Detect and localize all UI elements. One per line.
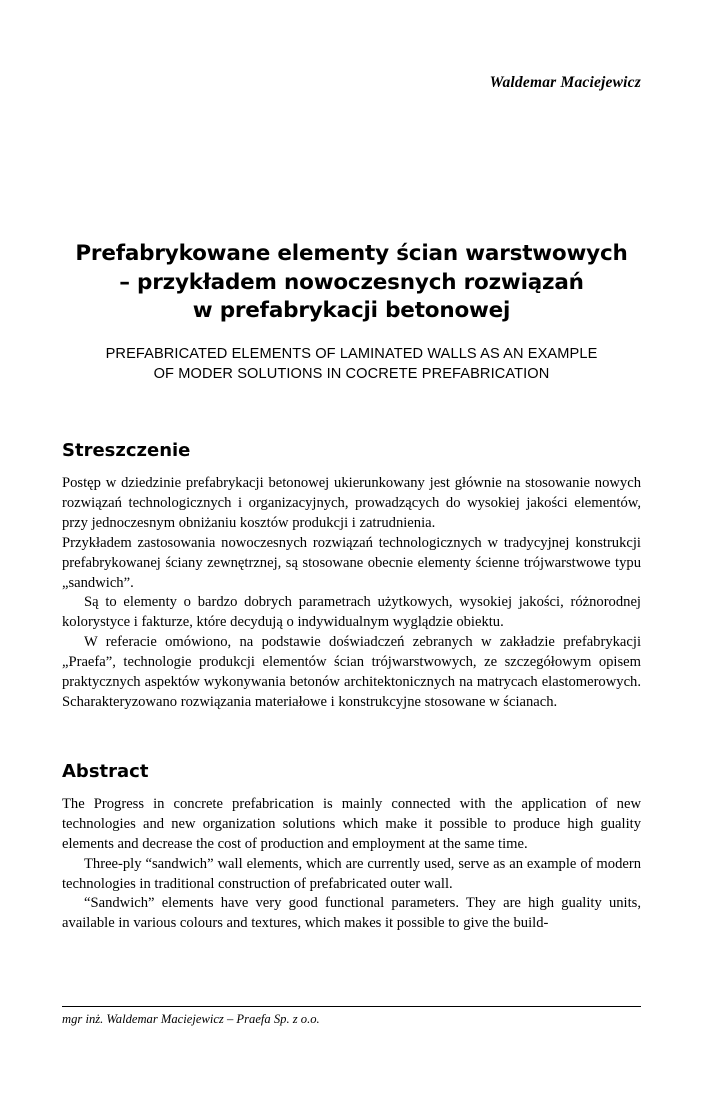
subtitle-line-1: PREFABRICATED ELEMENTS OF LAMINATED WALLS AS AN EXAMPLE <box>105 345 598 362</box>
streszczenie-paragraph-2: Przykładem zastosowania nowoczesnych rozwiązań technologicznych w tradycyjnej konstrukcji prefabrykowanej ściany zewnętrznej, są stosowane obecnie elementy ścienne trójwarstwowe typu „sandwich”. <box>62 534 641 591</box>
title-line-3: w prefabrykacji betonowej <box>192 298 511 324</box>
author-byline: Waldemar Maciejewicz <box>489 74 641 91</box>
abstract-paragraph-2: Three-ply “sandwich” wall elements, which are currently used, serve as an example of modern technologies in traditional construction of prefabricated outer wall. <box>62 855 641 892</box>
document-page <box>0 74 703 1098</box>
subtitle-english <box>62 344 641 384</box>
title-line-1: Prefabrykowane elementy ścian warstwowych <box>75 241 628 266</box>
streszczenie-paragraph-3: Są to elementy o bardzo dobrych parametrach użytkowych, wysokiej jakości, różnorodnej kolorystyce i fakturze, które decydują o indywidualnym wyglądzie obiektu. <box>62 594 641 631</box>
footnote-text: mgr inż. Waldemar Maciejewicz – Praefa Sp. z o.o. <box>62 1012 320 1026</box>
streszczenie-paragraph-4: W referacie omówiono, na podstawie doświadczeń zebranych w zakładzie prefabrykacji „Praefa”, technologie produkcji elementów ścian trójwarstwowych, ze szczegółowym opisem praktycznych aspektów wykonywania betonów architektonicznych na matrycach elastomerowych. Scharakteryzowano rozwiązania materiałowe i konstrukcyjne stosowane w ścianach. <box>62 634 641 710</box>
streszczenie-paragraph-1: Postęp w dziedzinie prefabrykacji betonowej ukierunkowany jest głównie na stosowanie nowych rozwiązań technologicznych i organizacyjnych, prowadzących do wysokiej jakości elementów, przy jednoczesnym obniżaniu kosztów produkcji i zatrudnienia. <box>62 475 641 531</box>
page-title <box>62 240 641 326</box>
section-heading-streszczenie: Streszczenie <box>62 440 191 462</box>
subtitle-line-2: OF MODER SOLUTIONS IN COCRETE PREFABRICATION <box>153 365 550 382</box>
abstract-paragraph-3: “Sandwich” elements have very good functional parameters. They are high guality units, available in various colours and textures, which makes it possible to give the build- <box>62 895 641 932</box>
abstract-paragraph-1: The Progress in concrete prefabrication is mainly connected with the application of new technologies and new organization solutions which make it possible to produce high guality elements and decrease the cost of production and employment at the same time. <box>62 795 641 852</box>
title-block <box>62 240 641 384</box>
section-heading-abstract: Abstract <box>62 760 149 782</box>
footnote-divider <box>62 1006 641 1007</box>
title-line-2: – przykładem nowoczesnych rozwiązań <box>119 269 584 295</box>
